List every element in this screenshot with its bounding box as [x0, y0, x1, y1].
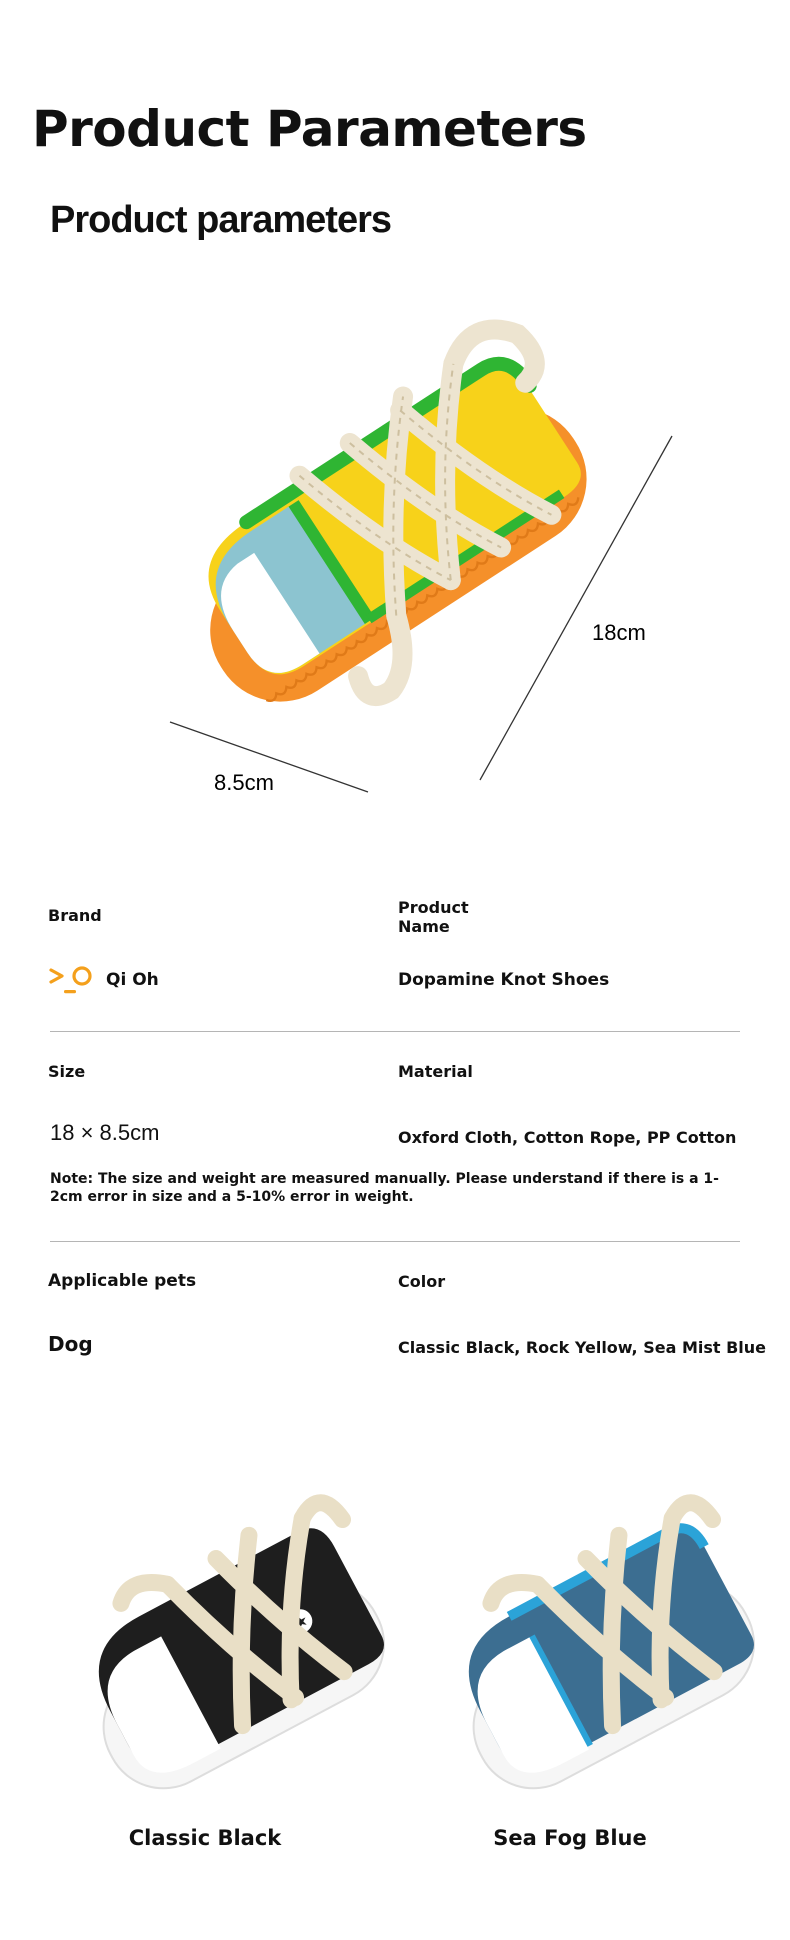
size-label: Size [48, 1062, 86, 1081]
variant-caption-sea-fog-blue: Sea Fog Blue [493, 1826, 647, 1850]
divider [50, 1031, 740, 1032]
color-label: Color [398, 1272, 446, 1291]
applicable-pets-value: Dog [48, 1332, 93, 1356]
brand-logo [48, 964, 159, 996]
hero-product-image [150, 310, 690, 830]
product-name-label: Product Name [398, 898, 469, 936]
brand-label: Brand [48, 906, 102, 925]
material-label: Material [398, 1062, 473, 1081]
measurement-note: Note: The size and weight are measured manually. Please understand if there is a 1-2cm error in size and a 5-10% error in weight. [50, 1171, 719, 1205]
brand-logo-icon [48, 964, 96, 996]
page-title: Product Parameters [32, 100, 587, 158]
size-value: 18 × 8.5cm [50, 1120, 160, 1145]
width-dimension-label: 8.5cm [214, 770, 274, 795]
color-value: Classic Black, Rock Yellow, Sea Mist Blue [398, 1338, 767, 1357]
variant-caption-classic-black: Classic Black [128, 1826, 282, 1850]
product-name-value: Dopamine Knot Shoes [398, 970, 610, 990]
brand-value: Qi Oh [106, 970, 159, 990]
divider [50, 1241, 740, 1242]
svg-text:★: ★ [289, 1609, 312, 1634]
shoe-toy-colorful [150, 314, 645, 762]
classic-black-shoe-image [55, 1460, 395, 1820]
section-subtitle: Product parameters [50, 199, 392, 241]
material-value: Oxford Cloth, Cotton Rope, PP Cotton [398, 1128, 737, 1147]
sea-fog-blue-shoe-image [425, 1460, 765, 1820]
length-dimension-label: 18cm [592, 620, 646, 645]
applicable-pets-label: Applicable pets [48, 1271, 197, 1291]
